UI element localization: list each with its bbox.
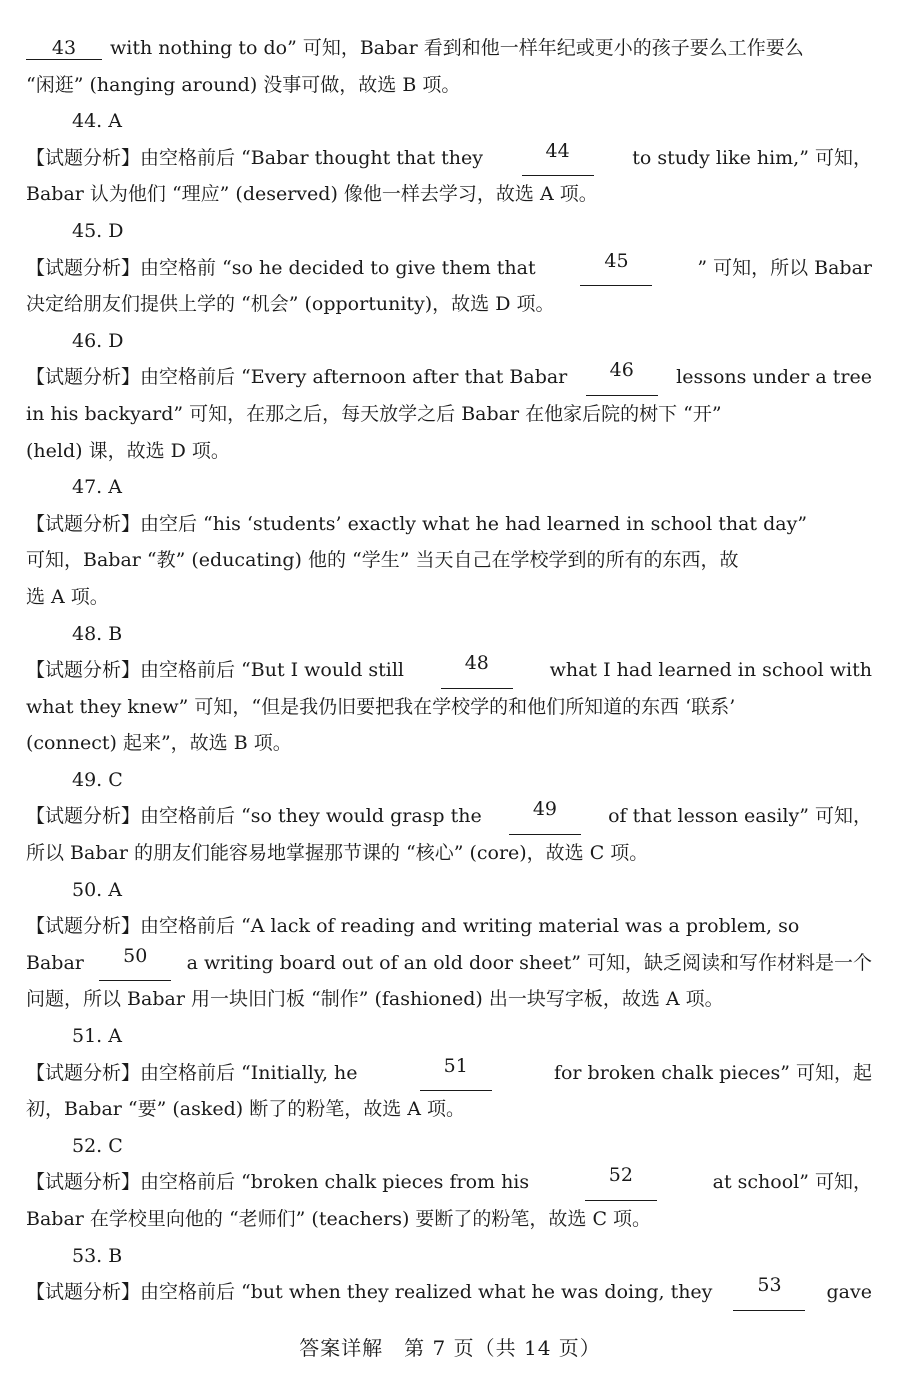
answer-number: 51. A — [72, 1025, 122, 1048]
answer-blank: 44 — [522, 140, 594, 177]
answer-blank: 48 — [441, 652, 513, 689]
line-text: 【试题分析】由空格前后 “But I would still — [26, 659, 405, 682]
answer-blank: 49 — [509, 798, 581, 835]
analysis-line — [26, 1055, 872, 1092]
line-text: for broken chalk pieces” 可知，起 — [553, 1061, 872, 1084]
text-line: 选 A 项。 — [26, 585, 109, 608]
analysis-line — [26, 140, 872, 177]
analysis-line — [26, 250, 872, 287]
answer-number: 44. A — [72, 110, 122, 133]
answer-blank: 43 — [26, 37, 102, 60]
text-line: (connect) 起来”，故选 B 项。 — [26, 732, 292, 755]
answer-number: 49. C — [72, 768, 123, 791]
analysis-line: 【试题分析】由空格前后 “A lack of reading and writing material was a problem, so — [26, 915, 800, 938]
answer-number: 48. B — [72, 622, 123, 645]
text-line: what they knew” 可知，“但是我仍旧要把我在学校学的和他们所知道的东西 ‘联系’ — [26, 695, 736, 718]
line-text: 【试题分析】由空格前后 “so they would grasp the — [26, 805, 482, 828]
line-text: 【试题分析】由空格前后 “but when they realized what he was doing, they — [26, 1281, 713, 1304]
line-text: ” 可知，所以 Babar — [697, 256, 872, 279]
answer-blank: 51 — [420, 1055, 492, 1092]
answer-number: 45. D — [72, 219, 124, 242]
text-line: Babar 在学校里向他的 “老师们” (teachers) 要断了的粉笔，故选 C 项。 — [26, 1208, 652, 1230]
answer-number: 47. A — [72, 476, 122, 499]
answer-number: 52. C — [72, 1134, 123, 1157]
line-text: of that lesson easily” 可知， — [608, 805, 872, 828]
answer-blank: 45 — [580, 250, 652, 287]
line-text: 【试题分析】由空格前后 “Initially, he — [26, 1061, 358, 1084]
answer-explanations — [26, 30, 872, 1311]
answer-number: 50. A — [72, 878, 122, 901]
line-text: 【试题分析】由空格前后 “Every afternoon after that Babar — [26, 366, 568, 389]
line-text: 【试题分析】由空格前后 “Babar thought that they — [26, 146, 484, 169]
answer-number: 53. B — [72, 1244, 123, 1267]
analysis-line — [26, 1164, 872, 1201]
line-text: what I had learned in school with — [549, 659, 872, 682]
answer-number: 46. D — [72, 329, 124, 352]
line-text: a writing board out of an old door sheet” 可知，缺乏阅读和写作材料是一个 — [186, 951, 872, 974]
text-line: 可知，Babar “教” (educating) 他的 “学生” 当天自己在学校学到的所有的东西，故 — [26, 549, 739, 572]
line-text: with nothing to do” 可知，Babar 看到和他一样年纪或更小的孩子要么工作要么 — [110, 37, 804, 59]
text-line — [26, 945, 872, 982]
text-line: (held) 课，故选 D 项。 — [26, 439, 230, 462]
text-line: “闲逛” (hanging around) 没事可做，故选 B 项。 — [26, 73, 461, 96]
text-line: 所以 Babar 的朋友们能容易地掌握那节课的 “核心” (core)，故选 C 项。 — [26, 842, 649, 865]
analysis-line — [26, 652, 872, 689]
answer-blank: 50 — [99, 945, 171, 982]
line-text: lessons under a tree — [676, 366, 872, 389]
line-text: Babar — [26, 951, 84, 974]
text-line: 问题，所以 Babar 用一块旧门板 “制作” (fashioned) 出一块写字板，故选 A 项。 — [26, 988, 724, 1011]
analysis-line — [26, 798, 872, 835]
line-text: 【试题分析】由空格前 “so he decided to give them that — [26, 256, 536, 279]
answer-blank: 52 — [585, 1164, 657, 1201]
text-line: in his backyard” 可知，在那之后，每天放学之后 Babar 在他家后院的树下 “开” — [26, 402, 722, 425]
line-text: gave — [826, 1281, 872, 1304]
text-line: 决定给朋友们提供上学的 “机会” (opportunity)，故选 D 项。 — [26, 293, 555, 316]
answer-blank: 46 — [586, 359, 658, 396]
text-line: Babar 认为他们 “理应” (deserved) 像他一样去学习，故选 A 项。 — [26, 183, 598, 206]
line-text: 【试题分析】由空格前后 “broken chalk pieces from his — [26, 1171, 530, 1194]
analysis-line — [26, 1274, 872, 1311]
analysis-line: 【试题分析】由空后 “his ‘students’ exactly what he had learned in school that day” — [26, 512, 808, 535]
line-text: at school” 可知， — [712, 1171, 872, 1194]
page-footer: 答案详解 第 7 页（共 14 页） — [299, 1336, 601, 1360]
answer-blank: 53 — [733, 1274, 805, 1311]
analysis-line — [26, 359, 872, 396]
text-line — [26, 30, 872, 67]
text-line: 初，Babar “要” (asked) 断了的粉笔，故选 A 项。 — [26, 1098, 466, 1121]
line-text: to study like him,” 可知， — [632, 146, 872, 169]
